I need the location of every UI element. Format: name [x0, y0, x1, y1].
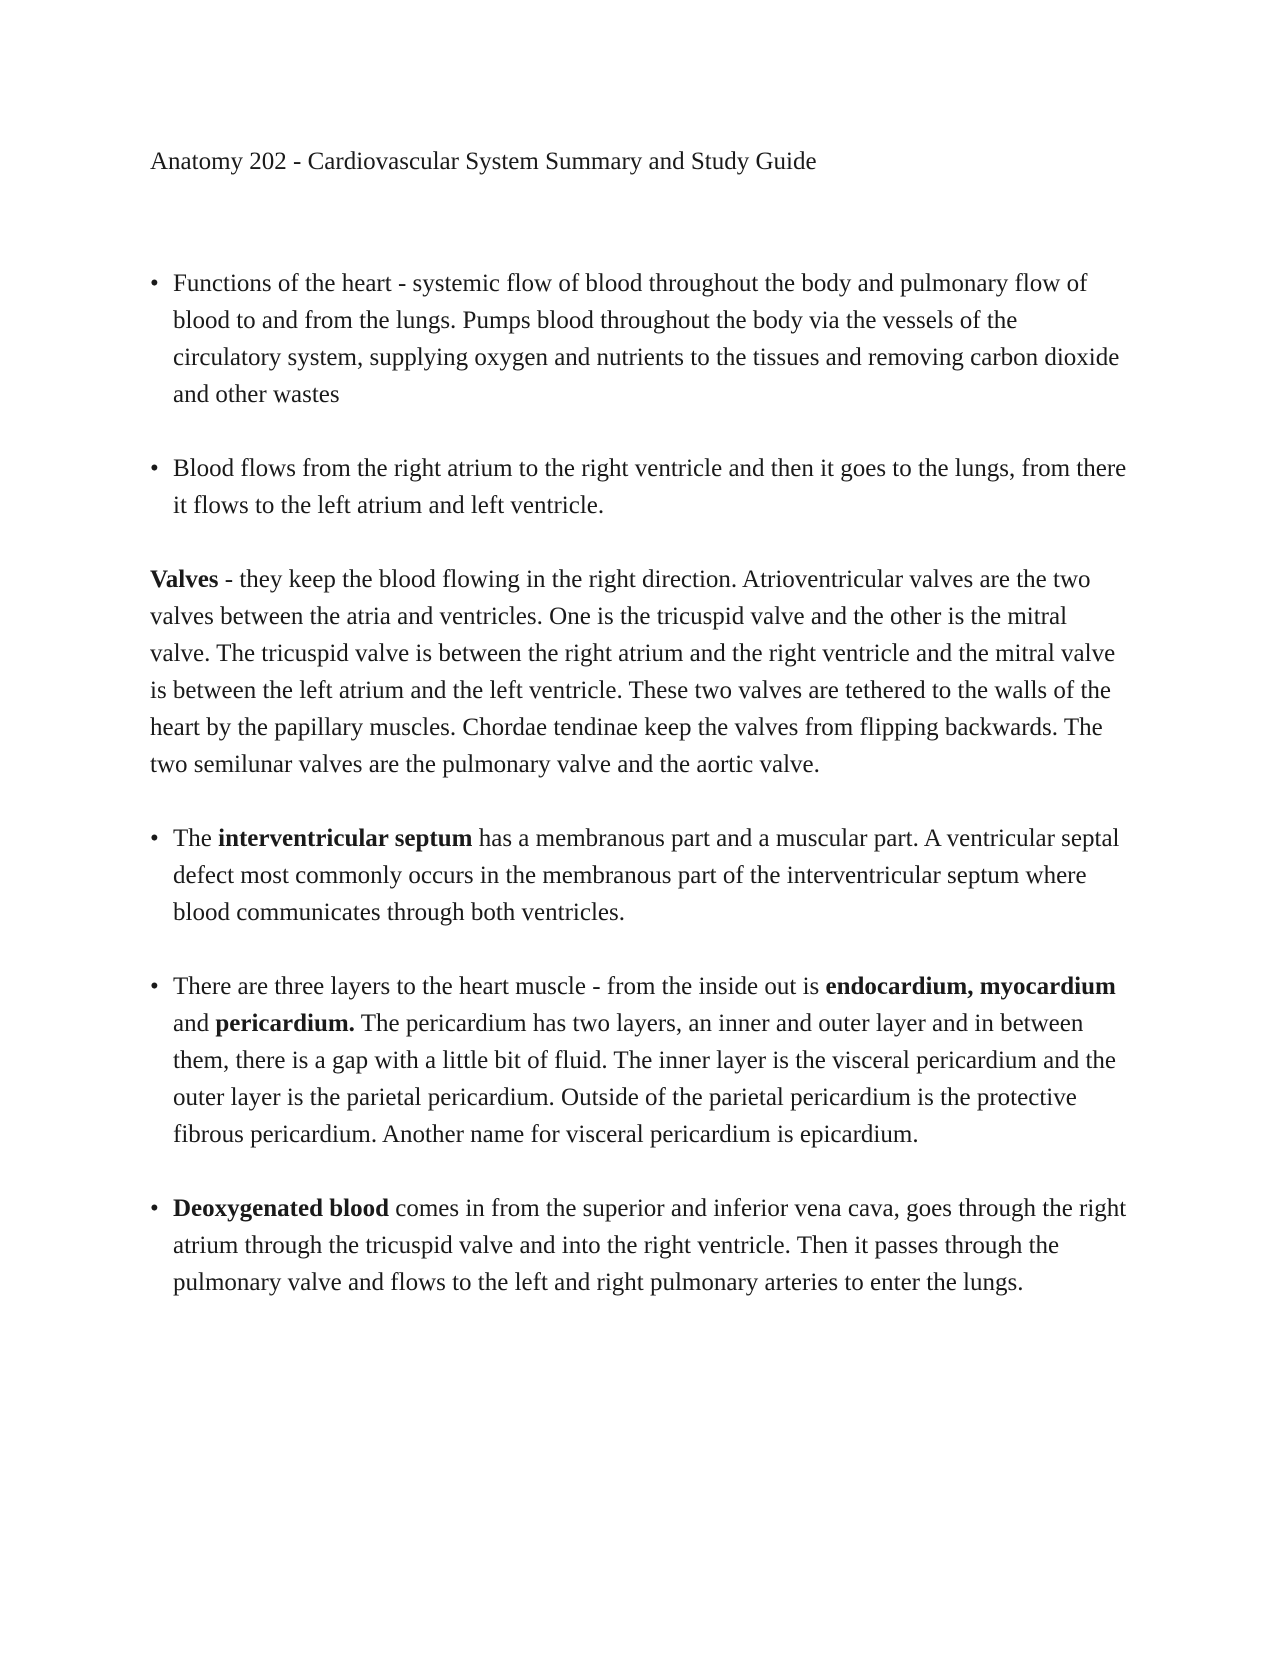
bullet-item-deoxygenated-blood: [150, 1190, 1130, 1301]
bullet-item-septum: [150, 820, 1130, 931]
bullet-icon: •: [150, 270, 159, 297]
text-body: The pericardium has two layers, an inner and outer layer and in between them, there is a gap with a little bit of fluid. The inner layer is the visceral pericardium and the outer layer is the parietal pericardium. Outside of the parietal pericardium is the protective fibrous pericardium. Another name for visceral pericardium is epicardium.: [173, 1010, 1116, 1148]
text-mid: and: [173, 1010, 216, 1037]
paragraph-text: - they keep the blood flowing in the right direction. Atrioventricular valves are the two valves between the atria and ventricles. One is the tricuspid valve and the other is the mitral valve. The tricuspid valve is between the right atrium and the right ventricle and the mitral valve is between the left atrium and the left ventricle. These two valves are tethered to the walls of the heart by the papillary muscles. Chordae tendinae keep the valves from flipping backwards. The two semilunar valves are the pulmonary valve and the aortic valve.: [150, 566, 1116, 778]
bullet-text: Blood flows from the right atrium to the right ventricle and then it goes to the lungs, from there it flows to the left atrium and left ventricle.: [173, 455, 1127, 519]
bullet-icon: •: [150, 973, 159, 1000]
document-title: Anatomy 202 - Cardiovascular System Summary and Study Guide: [150, 148, 817, 175]
text-body: comes in from the superior and inferior vena cava, goes through the right atrium through the tricuspid valve and into the right ventricle. Then it passes through the pulmonary valve and flows to the left and right pulmonary arteries to enter the lungs.: [173, 1195, 1127, 1296]
term-pericardium: pericardium.: [215, 1010, 355, 1037]
term-endo-myocardium: endocardium, myocardium: [825, 973, 1116, 1000]
term-deoxygenated-blood: Deoxygenated blood: [173, 1195, 389, 1222]
bullet-text: [173, 1190, 1130, 1301]
term-valves: Valves: [150, 566, 219, 593]
bullet-item-blood-flow: [150, 450, 1130, 524]
paragraph-valves: [150, 561, 1130, 783]
bullet-icon: •: [150, 455, 159, 482]
document-page: [150, 143, 1130, 1301]
text-prefix: The: [173, 825, 219, 852]
text-prefix: There are three layers to the heart muscle - from the inside out is: [173, 973, 826, 1000]
bullet-item-heart-layers: [150, 968, 1130, 1153]
term-septum: interventricular septum: [218, 825, 473, 852]
bullet-icon: •: [150, 1195, 159, 1222]
bullet-icon: •: [150, 825, 159, 852]
bullet-text: Functions of the heart - systemic flow of blood throughout the body and pulmonary flow of blood to and from the lungs. Pumps blood throughout the body via the vessels of the circulatory system, supplying oxygen and nutrients to the tissues and removing carbon dioxide and other wastes: [173, 270, 1120, 408]
bullet-item-heart-functions: [150, 265, 1130, 413]
bullet-text: [173, 820, 1130, 931]
bullet-text: [173, 968, 1130, 1153]
text-body: has a membranous part and a muscular part. A ventricular septal defect most commonly occurs in the membranous part of the interventricular septum where blood communicates through both ventricles.: [173, 825, 1120, 926]
